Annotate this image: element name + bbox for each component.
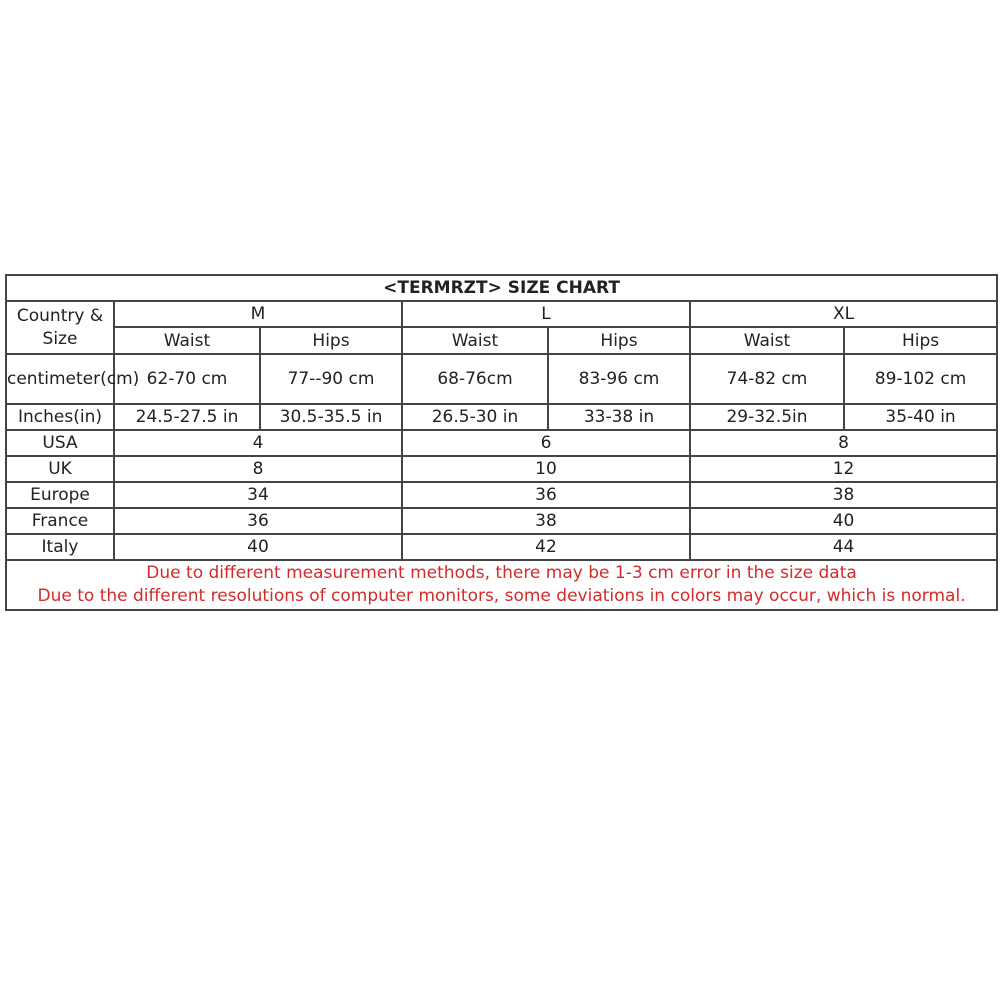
in-waist-l: 26.5-30 in xyxy=(402,404,548,430)
hips-header-xl: Hips xyxy=(844,327,997,354)
hips-header-l: Hips xyxy=(548,327,690,354)
europe-size-xl: 38 xyxy=(690,482,997,508)
in-waist-m: 24.5-27.5 in xyxy=(114,404,260,430)
size-header-m: M xyxy=(114,301,402,327)
usa-size-m: 4 xyxy=(114,430,402,456)
cm-hips-l: 83-96 cm xyxy=(548,354,690,404)
size-chart-title: <TERMRZT> SIZE CHART xyxy=(6,275,997,301)
size-notes xyxy=(6,560,997,610)
size-header-l: L xyxy=(402,301,690,327)
country-label-uk: UK xyxy=(6,456,114,482)
centimeter-row-label: centimeter(cm) xyxy=(6,354,114,404)
europe-size-m: 34 xyxy=(114,482,402,508)
hips-header-m: Hips xyxy=(260,327,402,354)
country-label-usa: USA xyxy=(6,430,114,456)
size-chart-table xyxy=(5,274,998,611)
measurement-error-note: Due to different measurement methods, there may be 1-3 cm error in the size data xyxy=(146,563,857,583)
italy-size-m: 40 xyxy=(114,534,402,560)
country-label-france: France xyxy=(6,508,114,534)
in-hips-xl: 35-40 in xyxy=(844,404,997,430)
europe-size-l: 36 xyxy=(402,482,690,508)
cm-waist-l: 68-76cm xyxy=(402,354,548,404)
in-waist-xl: 29-32.5in xyxy=(690,404,844,430)
italy-size-l: 42 xyxy=(402,534,690,560)
usa-size-l: 6 xyxy=(402,430,690,456)
cm-waist-xl: 74-82 cm xyxy=(690,354,844,404)
cm-hips-m: 77--90 cm xyxy=(260,354,402,404)
usa-size-xl: 8 xyxy=(690,430,997,456)
color-deviation-note: Due to the different resolutions of computer monitors, some deviations in colors may occur, which is normal. xyxy=(37,586,966,606)
cm-waist-m: 62-70 cm xyxy=(114,354,260,404)
waist-header-xl: Waist xyxy=(690,327,844,354)
cm-hips-xl: 89-102 cm xyxy=(844,354,997,404)
inches-row-label: Inches(in) xyxy=(6,404,114,430)
italy-size-xl: 44 xyxy=(690,534,997,560)
country-label-italy: Italy xyxy=(6,534,114,560)
in-hips-l: 33-38 in xyxy=(548,404,690,430)
france-size-xl: 40 xyxy=(690,508,997,534)
waist-header-l: Waist xyxy=(402,327,548,354)
in-hips-m: 30.5-35.5 in xyxy=(260,404,402,430)
france-size-m: 36 xyxy=(114,508,402,534)
uk-size-xl: 12 xyxy=(690,456,997,482)
country-size-header: Country & Size xyxy=(6,301,114,354)
france-size-l: 38 xyxy=(402,508,690,534)
country-label-europe: Europe xyxy=(6,482,114,508)
waist-header-m: Waist xyxy=(114,327,260,354)
size-header-xl: XL xyxy=(690,301,997,327)
uk-size-l: 10 xyxy=(402,456,690,482)
uk-size-m: 8 xyxy=(114,456,402,482)
